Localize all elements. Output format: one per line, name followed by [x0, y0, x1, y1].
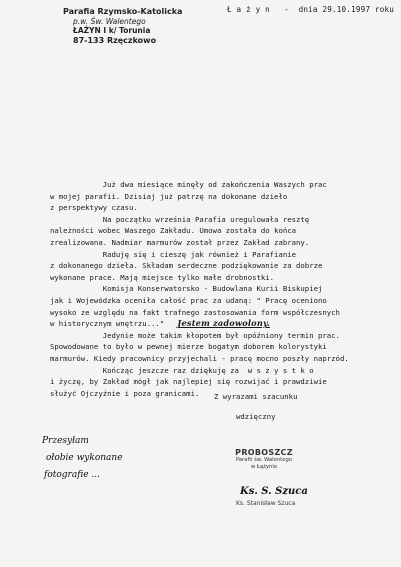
body-line: Raduję się i cieszę jak również i Parafianie: [50, 249, 297, 259]
body-line-with-handwriting: [50, 318, 390, 330]
handwritten-note-line-3: fotografie ...: [44, 470, 100, 480]
body-line: wykonane prace. Mają miejsce tylko małe drobnostki.: [50, 272, 275, 282]
body-line: z perspektywy czasu.: [50, 203, 138, 213]
body-line: służyć Ojczyźnie i poza granicami.: [50, 388, 200, 398]
parish-letterhead-stamp: [63, 7, 183, 45]
body-line: Jedynie może takim kłopotem był opóźniony termin prac.: [50, 330, 340, 340]
letterhead-line-1: Parafia Rzymsko-Katolicka: [63, 7, 183, 16]
body-line: Już dwa miesiące minęły od zakończenia Waszych prac: [50, 180, 327, 189]
body-line: Komisja Konserwatorsko - Budowlana Kurii Biskupiej: [50, 284, 323, 294]
letterhead-line-4: 87-133 Rzęczkowo: [73, 35, 157, 45]
letterhead-line-3: ŁAŻYN I k/ Torunia: [73, 26, 151, 35]
signature-name-stamp: Ks. Stanisław Szuca: [236, 500, 296, 507]
date-line: Ł a ż y n - dnia 29.10.1997 roku: [227, 5, 395, 14]
closing-line-1: Z wyrazami szacunku: [214, 392, 298, 401]
body-line: Kończąc jeszcze raz dziękuję za w s z y s t k o: [50, 365, 314, 375]
handwritten-note: [38, 433, 158, 484]
handwritten-note-line-2: ołobie wykonane: [46, 453, 123, 463]
body-line: jak i Wojewódzka oceniła całość prac za udaną: " Pracę oceniono: [50, 295, 327, 305]
pastor-stamp-line-1: Parafii św. Walentego: [235, 457, 293, 463]
handwritten-note-line-1: Przesyłam: [42, 436, 89, 446]
closing-line-2: wdzięczny: [214, 412, 276, 421]
handwritten-remark: Jestem zadowolony.: [177, 318, 271, 329]
pastor-stamp: [219, 448, 309, 471]
body-line: marmurów. Kiedy pracownicy przyjechali - pracę mocno poszły naprzód.: [50, 353, 349, 363]
body-line: należności wobec Waszego Zakładu. Umowa została do końca: [50, 226, 297, 236]
body-line: wysoko ze względu na fakt trafnego zastosowania form współczesnych: [50, 307, 340, 317]
pastor-stamp-line-2: w Łążynie: [250, 464, 278, 470]
body-line: Na początku września Parafia uregulowała resztę: [50, 214, 310, 224]
body-line: Spowodowane to było w pewnej mierze bogatym doborem kolorystyki: [50, 342, 327, 352]
letter-body: [50, 179, 390, 399]
body-line: z dokonanego dzieła. Składam serdeczne podziękowanie za dobrze: [50, 261, 323, 271]
body-line: w mojej parafii. Dzisiaj już patrzę na dokonane dzieło: [50, 191, 288, 201]
body-line: i życzę, by Zakład mógł jak najlepiej się rozwijać i prawdziwie: [50, 377, 327, 387]
closing-block: [214, 387, 297, 427]
body-line: zrealizowana. Nadmiar marmurów został przez Zakład zabrany.: [50, 237, 310, 247]
pastor-stamp-title: PROBOSZCZ: [235, 448, 293, 457]
handwritten-signature: Ks. S. Szuca: [240, 486, 308, 497]
body-line-prefix: w historycznym wnętrzu...": [50, 319, 178, 329]
letterhead-line-2: p.w. Św. Walentego: [73, 16, 146, 26]
